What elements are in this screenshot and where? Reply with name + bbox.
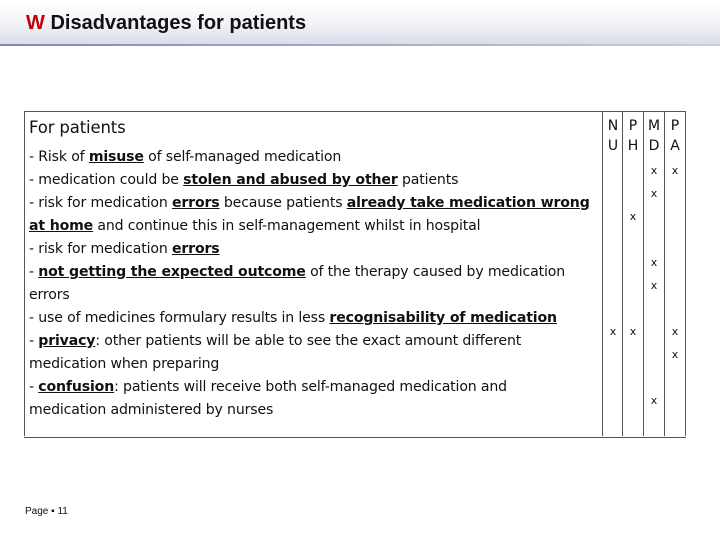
row-text: medication when preparing (29, 356, 220, 372)
row-text: - (29, 379, 39, 395)
column-header-1 (603, 116, 623, 156)
row-text-line (29, 284, 597, 307)
row-text: medication administered by nurses (29, 402, 274, 418)
rows-container (29, 146, 597, 422)
slide-title (26, 12, 306, 35)
table-border-col-1 (622, 111, 623, 436)
table-row (29, 261, 597, 307)
column-header-2 (623, 116, 643, 156)
row-text: of self-managed medication (143, 149, 342, 165)
table-row (29, 192, 597, 238)
row-text: - Risk of (29, 149, 89, 165)
table-row (29, 169, 597, 192)
column-header-bottom: A (670, 138, 680, 154)
applicability-mark: x (671, 164, 679, 177)
title-divider (0, 44, 720, 46)
row-text: and continue this in self-management whilst in hospital (93, 218, 481, 234)
row-text-line (29, 169, 597, 192)
row-text: of the therapy caused by medication (305, 264, 565, 280)
row-text-line (29, 192, 597, 215)
title-text: Disadvantages for patients (50, 12, 307, 34)
row-text: - (29, 264, 39, 280)
emphasized-text: privacy (38, 333, 96, 349)
table-row (29, 376, 597, 422)
column-header-bottom: D (648, 138, 660, 154)
table-border-right (685, 111, 686, 436)
row-text: - risk for medication (29, 241, 172, 257)
row-text: errors (29, 287, 70, 303)
column-header-top: P (670, 118, 680, 134)
table-row (29, 238, 597, 261)
column-header-3 (644, 116, 664, 156)
page-number: Page ▪ 11 (25, 506, 68, 517)
table-border-left (24, 111, 25, 436)
row-text: patients (397, 172, 459, 188)
table-row (29, 146, 597, 169)
applicability-mark: x (629, 210, 637, 223)
row-text: - use of medicines formulary results in less (29, 310, 330, 326)
table-header: For patients (29, 118, 126, 137)
row-text-line (29, 215, 597, 238)
table-row (29, 307, 597, 330)
row-text: : other patients will be able to see the exact amount different (95, 333, 522, 349)
column-header-top: M (647, 118, 661, 134)
row-text-line (29, 376, 597, 399)
applicability-mark: x (609, 325, 617, 338)
row-text-line (29, 146, 597, 169)
column-header-top: P (628, 118, 638, 134)
row-text-line (29, 399, 597, 422)
row-text-line (29, 353, 597, 376)
row-text: - risk for medication (29, 195, 172, 211)
emphasized-text: already take medication wrong (346, 195, 590, 211)
emphasized-text: misuse (88, 149, 144, 165)
applicability-mark: x (671, 348, 679, 361)
table-border-col-3 (664, 111, 665, 436)
emphasized-text: stolen and abused by other (183, 172, 398, 188)
row-text: because patients (219, 195, 347, 211)
title-letter: W (26, 12, 45, 34)
emphasized-text: recognisability of medication (329, 310, 557, 326)
applicability-mark: x (629, 325, 637, 338)
row-text: : patients will receive both self-managed medication and (114, 379, 507, 395)
column-header-4 (665, 116, 685, 156)
row-text: - (29, 333, 39, 349)
emphasized-text: at home (29, 218, 94, 234)
emphasized-text: errors (171, 241, 220, 257)
applicability-mark: x (650, 279, 658, 292)
table-border-description (602, 111, 603, 436)
row-text-line (29, 307, 597, 330)
applicability-mark: x (650, 394, 658, 407)
applicability-mark: x (650, 187, 658, 200)
description-cell (29, 117, 597, 422)
table-border-col-2 (643, 111, 644, 436)
column-header-top: N (607, 118, 619, 134)
column-header-bottom: U (607, 138, 619, 154)
table-row (29, 330, 597, 376)
applicability-mark: x (650, 164, 658, 177)
row-text: - medication could be (29, 172, 184, 188)
applicability-mark: x (671, 325, 679, 338)
emphasized-text: confusion (38, 379, 115, 395)
emphasized-text: errors (171, 195, 220, 211)
column-header-bottom: H (627, 138, 639, 154)
row-text-line (29, 330, 597, 353)
emphasized-text: not getting the expected outcome (38, 264, 306, 280)
row-text-line (29, 261, 597, 284)
row-text-line (29, 238, 597, 261)
applicability-mark: x (650, 256, 658, 269)
